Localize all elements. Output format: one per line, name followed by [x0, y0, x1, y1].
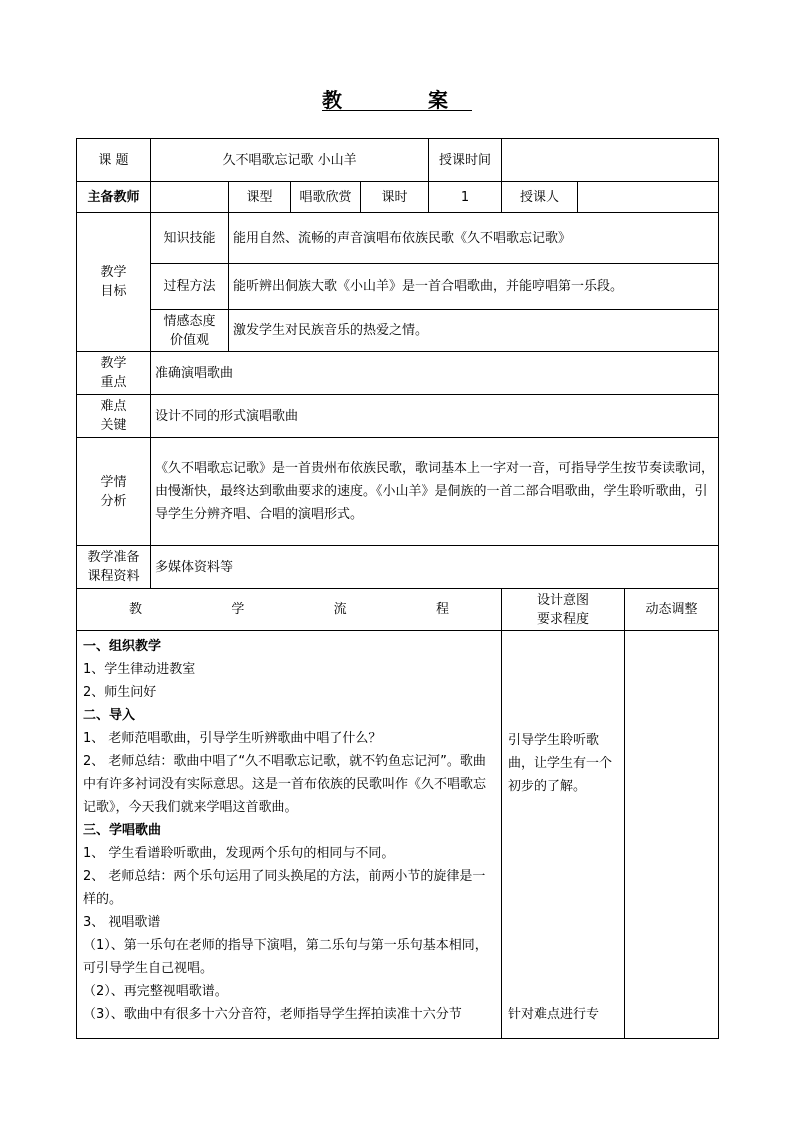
flow-header-char-1: 教 [129, 602, 143, 617]
flow-section-3-title: 三、学唱歌曲 [83, 823, 162, 838]
flow-header [77, 589, 502, 631]
flow-item: 2、 老师总结：歌曲中唱了“久不唱歌忘记歌，就不钓鱼忘记河”。歌曲中有许多衬词没有实际意思。这是一首布依族的民歌叫作《久不唱歌忘记歌》，今天我们就来学唱这首歌曲。 [83, 754, 487, 815]
hours-value: 1 [429, 182, 502, 213]
flow-section-2-title: 二、导入 [83, 708, 136, 723]
goal-3-value: 激发学生对民族音乐的热爱之情。 [229, 310, 719, 352]
intent-header [502, 589, 625, 631]
lecturer-value [578, 182, 719, 213]
key-point-label [77, 352, 151, 395]
teacher-label: 主备教师 [77, 182, 151, 213]
title-char-2: 案 [428, 88, 448, 112]
goal-2-label: 过程方法 [151, 264, 229, 310]
intent-header-line-1: 设计意图 [537, 592, 590, 608]
teacher-value [151, 182, 229, 213]
flow-item: 1、 老师范唱歌曲，引导学生听辨歌曲中唱了什么？ [83, 731, 382, 746]
flow-item: 3、 视唱歌谱 [83, 915, 161, 930]
difficulty-label-line-2: 关键 [100, 418, 127, 433]
hours-label: 课时 [361, 182, 429, 213]
lesson-plan-table [76, 138, 719, 1039]
topic-value: 久不唱歌忘记歌 小山羊 [151, 139, 429, 182]
goal-3-label-line-2: 价值观 [169, 332, 209, 348]
key-point-value: 准确演唱歌曲 [151, 352, 719, 395]
title-underline [322, 110, 472, 111]
flow-header-char-2: 学 [231, 602, 245, 617]
intent-spacer [508, 631, 618, 729]
flow-item: （1）、第一乐句在老师的指导下演唱，第二乐句与第一乐句基本相同，可引导学生自己视唱。 [83, 938, 488, 976]
goals-label-line-2: 目标 [100, 284, 127, 299]
goal-1-value: 能用自然、流畅的声音演唱布依族民歌《久不唱歌忘记歌》 [229, 213, 719, 264]
goal-2-value: 能听辨出侗族大歌《小山羊》是一首合唱歌曲，并能哼唱第一乐段。 [229, 264, 719, 310]
intent-note-2: 针对难点进行专 [508, 1007, 600, 1022]
flow-item: 2、师生问好 [83, 685, 157, 700]
title-char-1: 教 [322, 88, 342, 112]
prep-label [77, 546, 151, 589]
analysis-label-line-2: 分析 [100, 493, 127, 509]
time-value [502, 139, 719, 182]
difficulty-label-line-1: 难点 [100, 399, 127, 414]
flow-item: （3）、歌曲中有很多十六分音符，老师指导学生挥拍读准十六分节 [83, 1007, 462, 1022]
prep-label-line-2: 课程资料 [87, 569, 140, 584]
time-label: 授课时间 [429, 139, 502, 182]
goal-3-label-line-1: 情感态度 [163, 313, 216, 329]
flow-header-char-3: 流 [333, 602, 347, 617]
flow-header-char-4: 程 [435, 602, 449, 617]
lecturer-label: 授课人 [502, 182, 578, 213]
flow-item: 1、学生律动进教室 [83, 662, 196, 677]
intent-header-line-2: 要求程度 [537, 611, 590, 627]
goal-3-label [151, 310, 229, 352]
key-point-label-line-1: 教学 [100, 356, 127, 371]
analysis-label-line-1: 学情 [100, 474, 127, 490]
topic-label: 课 题 [77, 139, 151, 182]
intent-spacer [508, 798, 618, 1003]
prep-value: 多媒体资料等 [151, 546, 719, 589]
analysis-label [77, 438, 151, 546]
flow-item: 1、 学生看谱聆听歌曲，发现两个乐句的相同与不同。 [83, 846, 395, 861]
difficulty-value: 设计不同的形式演唱歌曲 [151, 395, 719, 438]
goals-label [77, 213, 151, 352]
adjust-body [625, 631, 719, 1039]
intent-body [502, 631, 625, 1039]
intent-note-1: 引导学生聆听歌曲，让学生有一个初步的了解。 [508, 733, 613, 794]
type-value: 唱歌欣赏 [291, 182, 361, 213]
type-label: 课型 [229, 182, 291, 213]
flow-item: （2）、再完整视唱歌谱。 [83, 984, 228, 999]
analysis-value: 《久不唱歌忘记歌》是一首贵州布依族民歌，歌词基本上一字对一音，可指导学生按节奏读歌词，由慢渐快，最终达到歌曲要求的速度。《小山羊》是侗族的一首二部合唱歌曲，学生聆听歌曲，引导学生分辨齐唱、合唱的演唱形式。 [151, 438, 719, 546]
flow-section-1-title: 一、组织教学 [83, 639, 162, 654]
prep-label-line-1: 教学准备 [87, 550, 140, 565]
adjust-header: 动态调整 [625, 589, 719, 631]
key-point-label-line-2: 重点 [100, 375, 127, 390]
goal-1-label: 知识技能 [151, 213, 229, 264]
goals-label-line-1: 教学 [100, 265, 127, 280]
flow-header-chars [81, 600, 497, 619]
difficulty-label [77, 395, 151, 438]
teaching-flow-body [77, 631, 502, 1039]
flow-item: 2、 老师总结：两个乐句运用了同头换尾的方法，前两小节的旋律是一样的。 [83, 869, 486, 907]
